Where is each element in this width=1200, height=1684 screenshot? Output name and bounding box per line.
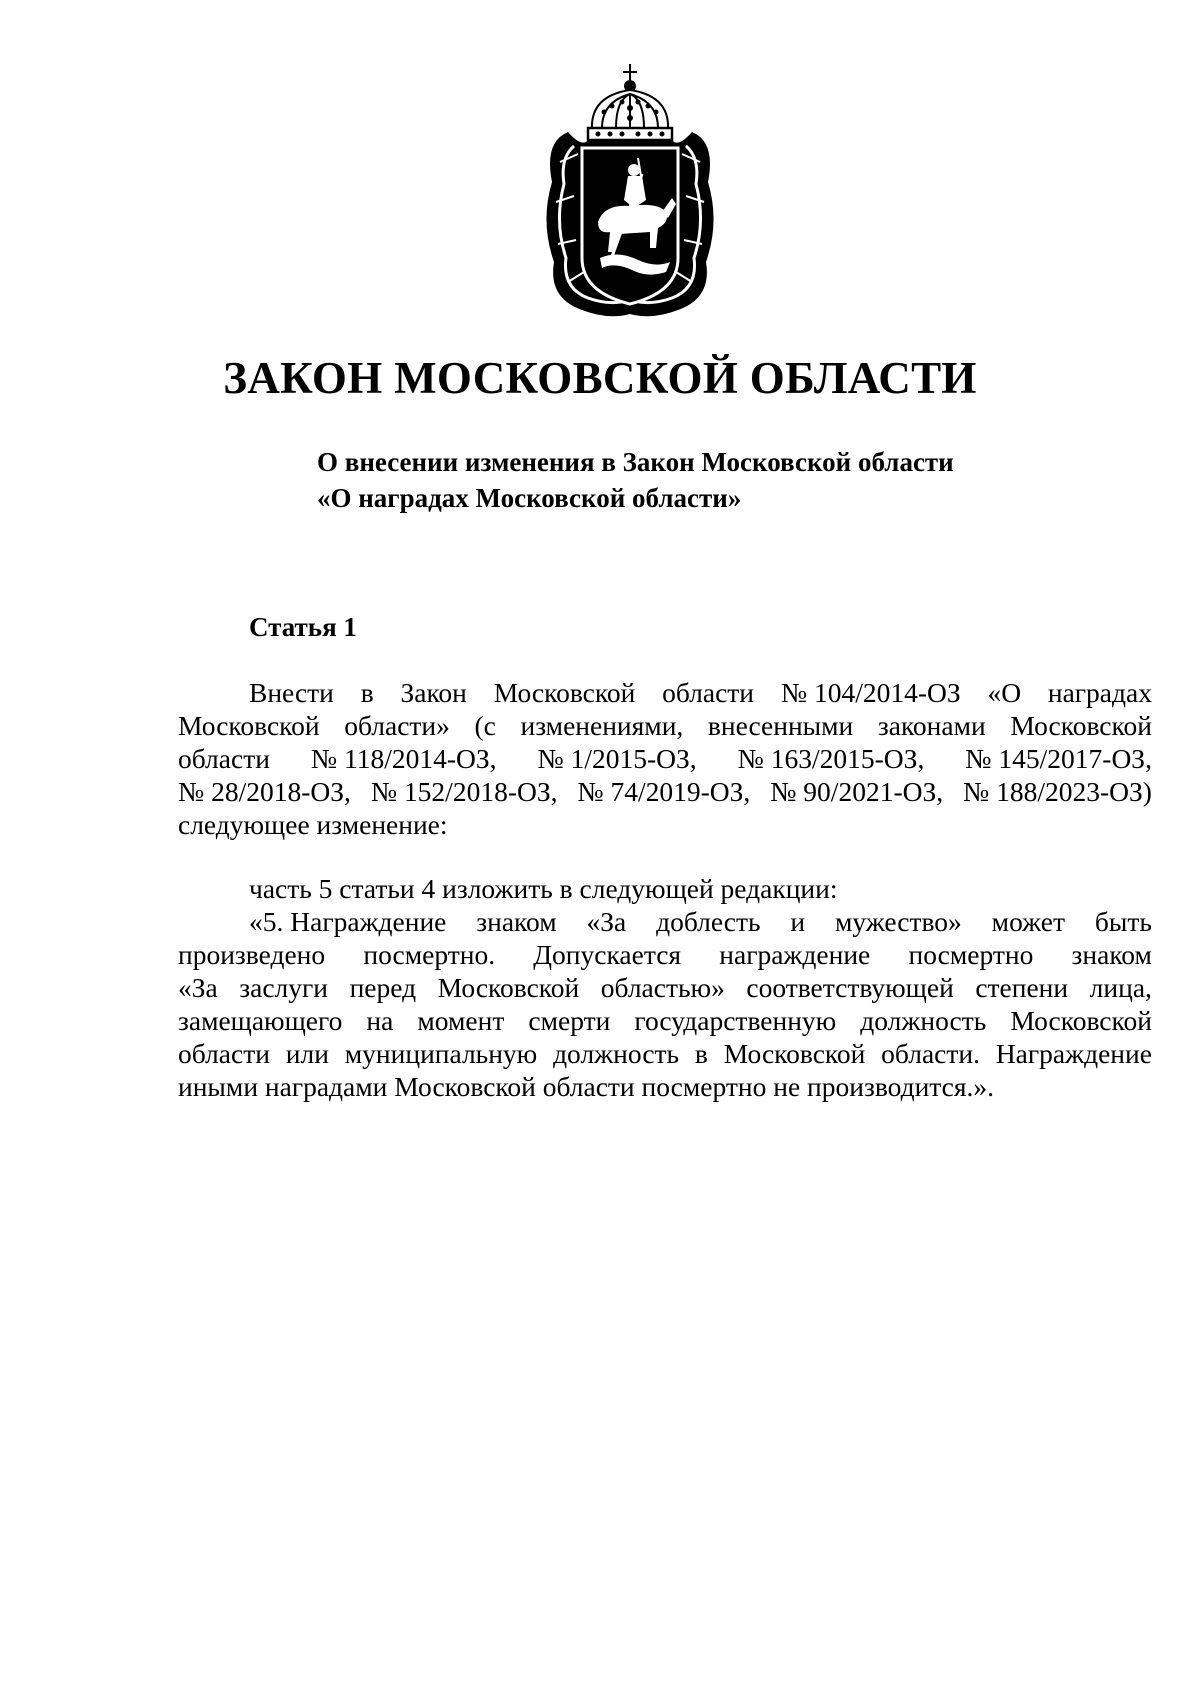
paragraph-line: произведено посмертно. Допускается награждение посмертно знаком bbox=[178, 939, 1152, 970]
paragraph-line: Внести в Закон Московской области № 104/2014-ОЗ «О наградах bbox=[249, 677, 1152, 708]
paragraph-line: иными наградами Московской области посмертно не производится.». bbox=[178, 1071, 994, 1102]
paragraph-line: «5. Награждение знаком «За доблесть и мужество» может быть bbox=[249, 906, 1152, 937]
subtitle-line: «О наградах Московской области» bbox=[317, 483, 742, 513]
paragraph-line: № 28/2018-ОЗ, № 152/2018-ОЗ, № 74/2019-ОЗ, № 90/2021-ОЗ, № 188/2023-ОЗ) bbox=[178, 776, 1152, 807]
article-paragraph-amendment bbox=[178, 676, 1152, 841]
paragraph-line: Московской области» (с изменениями, внесенными законами Московской bbox=[178, 710, 1152, 741]
article-paragraph-new-wording bbox=[178, 872, 1152, 1103]
paragraph-line: следующее изменение: bbox=[178, 809, 448, 840]
law-subtitle bbox=[317, 444, 1037, 516]
subtitle-line: О внесении изменения в Закон Московской области bbox=[317, 447, 954, 477]
law-title: ЗАКОН МОСКОВСКОЙ ОБЛАСТИ bbox=[223, 353, 977, 403]
moscow-oblast-coat-of-arms-icon bbox=[538, 62, 722, 320]
paragraph-line: часть 5 статьи 4 изложить в следующей редакции: bbox=[249, 873, 838, 904]
paragraph-line: замещающего на момент смерти государственную должность Московской bbox=[178, 1005, 1152, 1036]
paragraph-line: области или муниципальную должность в Московской области. Награждение bbox=[178, 1038, 1152, 1069]
paragraph-line: «За заслуги перед Московской областью» соответствующей степени лица, bbox=[178, 972, 1152, 1003]
paragraph-line: области № 118/2014-ОЗ, № 1/2015-ОЗ, № 163/2015-ОЗ, № 145/2017-ОЗ, bbox=[178, 743, 1152, 774]
article-heading: Статья 1 bbox=[249, 612, 357, 642]
